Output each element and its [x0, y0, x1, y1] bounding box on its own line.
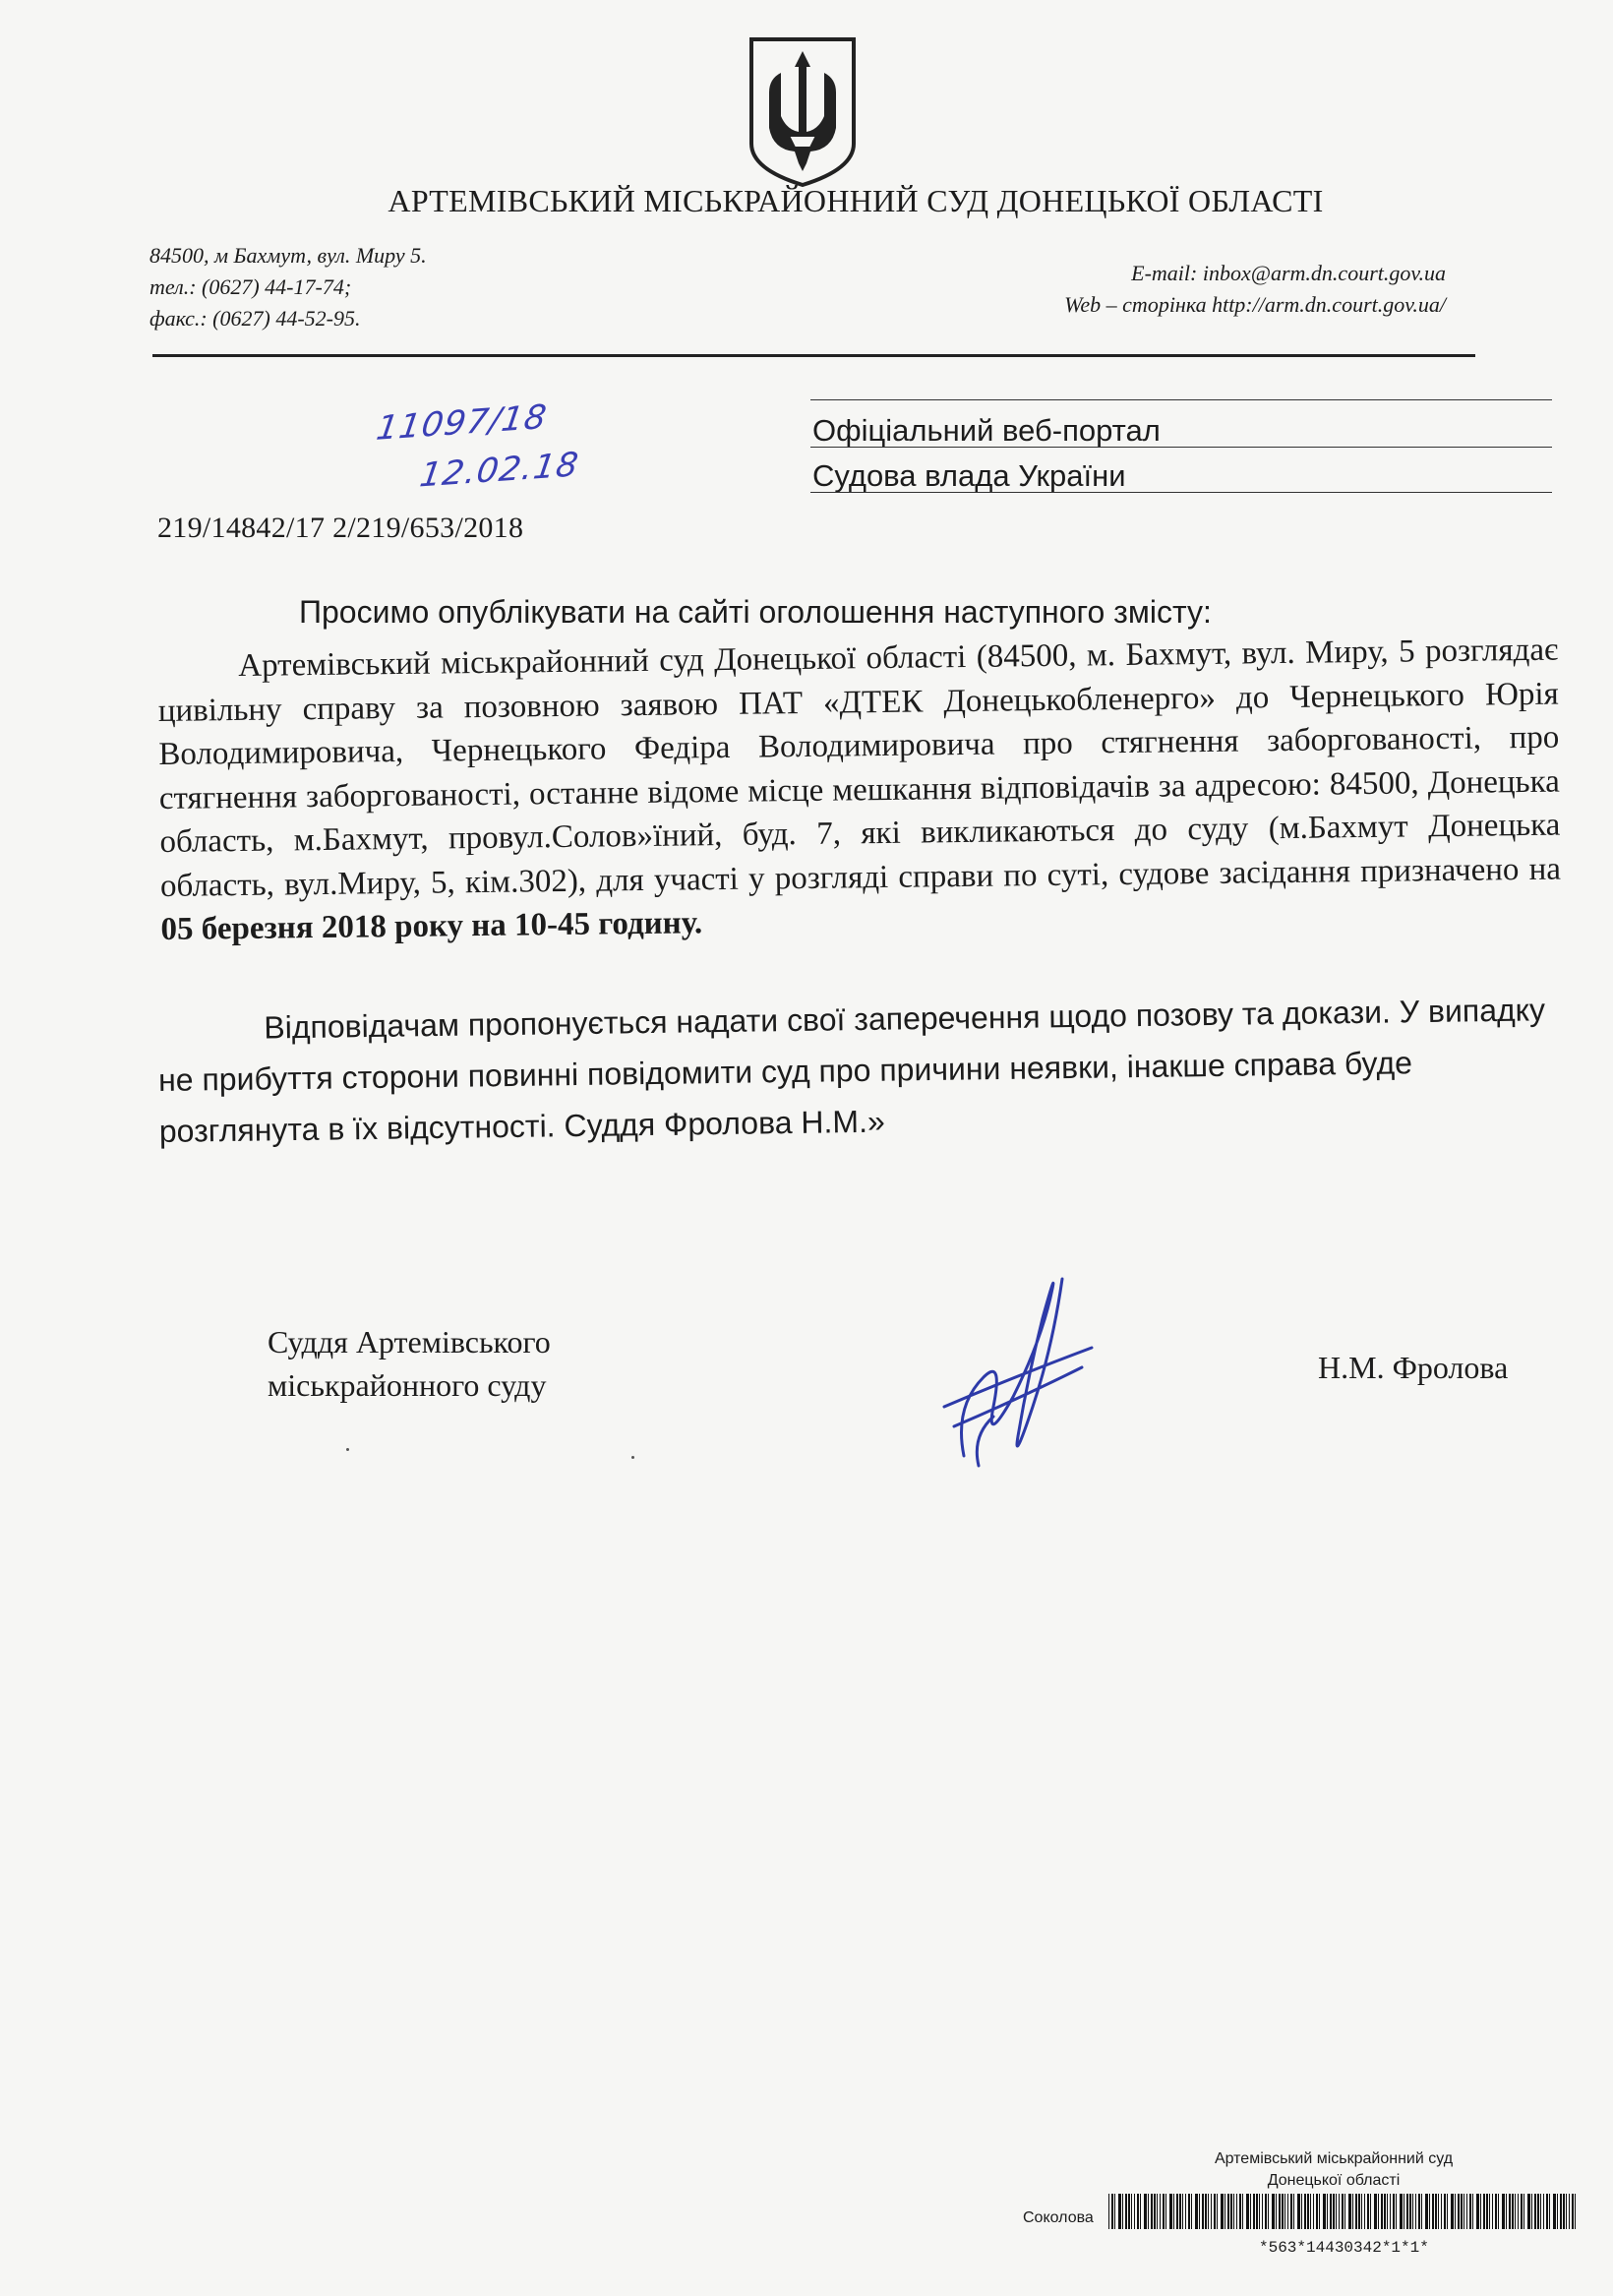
recipient-line-2: Судова влада України	[812, 458, 1126, 493]
barcode-number: *563*14430342*1*1*	[1259, 2239, 1429, 2257]
hearing-date-text: 05 березня 2018 року на 10-45 годину.	[160, 905, 703, 947]
intro-paragraph: Просимо опублікувати на сайті оголошення наступного змісту:	[299, 594, 1212, 630]
court-contacts-block	[1064, 258, 1446, 321]
scan-speck	[631, 1456, 634, 1459]
header-divider	[152, 354, 1475, 357]
announcement-paragraph	[157, 629, 1562, 952]
registry-stamp	[1204, 2148, 1464, 2192]
signer-name: Н.М. Фролова	[1318, 1350, 1509, 1385]
case-numbers: 219/14842/17 2/219/653/2018	[157, 512, 524, 544]
clerk-name: Соколова	[1023, 2209, 1094, 2226]
recipient-rule	[810, 492, 1552, 493]
phone-line: тел.: (0627) 44-17-74;	[149, 274, 352, 299]
stamp-line-1: Артемівський міськрайонний суд	[1214, 2150, 1454, 2167]
signer-title-line-2: міськрайонного суду	[268, 1367, 547, 1403]
address-line: 84500, м Бахмут, вул. Миру 5.	[149, 243, 427, 268]
scan-speck	[346, 1448, 349, 1451]
signer-title-line-1: Суддя Артемівського	[268, 1324, 551, 1359]
handwritten-reg-number: 11097/18	[374, 397, 550, 449]
fax-line: факс.: (0627) 44-52-95.	[149, 306, 361, 331]
announcement-text: Артемівський міськрайонний суд Донецької області (84500, м. Бахмут, вул. Миру, 5 розглядає цивільну справу за позовною заявою ПАТ «ДТЕК Донецькобленерго» до Чернецького Юрія Володимировича, Чернецького Федіра Володимировича про стягнення заборгованості, про стягнення заборгованості, останне відоме місце мешкання відповідачів за адресою: 84500, Донецька область, м.Бахмут, провул.Солов»їний, буд. 7, які викликаються до суду (м.Бахмут Донецька область, вул.Миру, 5, кім.302), для участі у розгляді справи по суті, судове засідання призначено на	[157, 632, 1562, 904]
stamp-line-2: Донецької області	[1267, 2172, 1401, 2189]
handwritten-reg-date: 12.02.18	[417, 445, 582, 496]
recipient-rule	[810, 399, 1552, 400]
recipient-rule	[810, 447, 1552, 448]
handwritten-signature-icon	[925, 1259, 1102, 1476]
recipient-line-1: Офіціальний веб-портал	[812, 413, 1161, 448]
coat-of-arms-icon	[746, 33, 860, 189]
web-line: Web – сторінка http://arm.dn.court.gov.ua/	[1064, 292, 1446, 317]
court-address-block	[149, 240, 427, 334]
court-name-heading: АРТЕМІВСЬКИЙ МІСЬКРАЙОННИЙ СУД ДОНЕЦЬКОЇ ОБЛАСТІ	[388, 183, 1324, 218]
notice-paragraph: Відповідачам пропонується надати свої заперечення щодо позову та докази. У випадку не прибуття сторони повинні повідомити суд про причини неявки, інакше справа буде розглянута в їх відсутності. Суддя Фролова Н.М.»	[157, 992, 1546, 1149]
email-line: E-mail: inbox@arm.dn.court.gov.ua	[1131, 261, 1446, 285]
signer-title	[268, 1320, 551, 1407]
barcode-icon	[1108, 2194, 1581, 2229]
